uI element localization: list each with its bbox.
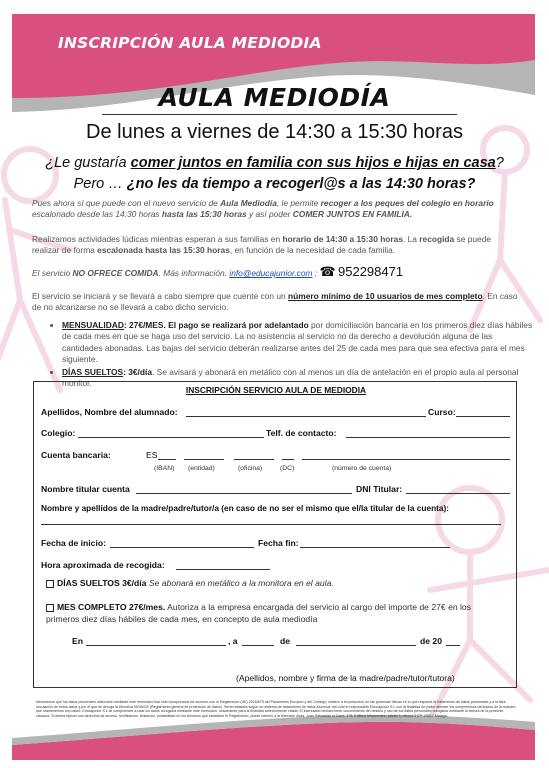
phone-number: 952298471 [338, 264, 404, 279]
contact-paragraph: El servicio NO OFRECE COMIDA. Más información. info@educajunior.com ; ☎ 952298471 [32, 264, 404, 279]
banner-title: INSCRIPCIÓN AULA MEDIODIA [58, 34, 322, 52]
year-prefix-label: de 20 [420, 636, 442, 646]
end-date-field[interactable] [300, 547, 450, 548]
registration-form [33, 381, 517, 688]
guardian-field[interactable] [41, 524, 501, 525]
month-prefix-label: de [280, 636, 291, 646]
year-field[interactable] [446, 645, 460, 646]
start-date-field[interactable] [110, 547, 254, 548]
month-field[interactable] [296, 645, 416, 646]
monthly-checkbox[interactable] [46, 604, 54, 612]
dc-field[interactable] [282, 459, 294, 460]
form-title: INSCRIPCIÓN SERVICIO AULA DE MEDIODIA [185, 385, 367, 395]
account-number-caption: (número de cuenta) [332, 465, 392, 472]
legal-notice: Informamos que los datos personales obtenidos mediante este formulario han sido incorporados de acuerdo con el Reglamento (UE) 2016/679 del Parlamento Europeo y del Consejo, relativo a la protección de las personas físicas en lo que respecta al tratamiento de datos personales y a la libre circulación de estos datos y por el que se deroga la Directiva 95/46/CE (Reglamento general de protección de datos). Serán tratados según un sistema de tratamiento de datos Alumnos, del cual el responsable Educajunior S.L con la finalidad de poder atender los compromisos derivados de la relación que mantenemos con usted. Educajunior S.L se compromete a usar los datos recogidos mediante este formulario, únicamente para la finalidad anteriormente citada. El interesado declara tener conocimiento del destino y uso de los datos personales recogidos mediante la lectura de la presente cláusula. Si desea ejercer sus derechos de acceso, rectificación, limitación, portabilidad en los términos que establece el Reglamento, puede hacerlo a la dirección Avda. Juan Sebastián el Cano, 178. Edificio Miramontes, planta 3, oficina 3 CP: 29017 Málaga. [36, 700, 516, 718]
title-underline [102, 114, 457, 115]
course-label: Curso: [428, 407, 456, 417]
dc-caption: (DC) [280, 465, 295, 472]
daily-checkbox[interactable] [46, 580, 54, 588]
activities-paragraph: Realizamos actividades lúdicas mientras esperan a sus familias en horario de 14:30 a 15:30 horas. La recogida se puede realizar de forma escalonada hasta las 15:30 horas, en función de la necesidad de cada familia. [32, 234, 492, 256]
iban-field[interactable] [158, 459, 176, 460]
bank-account-label: Cuenta bancaria: [41, 450, 111, 460]
student-name-label: Apellidos, Nombre del alumnado: [41, 407, 178, 417]
signature-caption: (Apellidos, nombre y firma de la madre/padre/tutor/tutora) [236, 673, 455, 683]
account-number-field[interactable] [302, 459, 510, 460]
holder-dni-label: DNI Titular: [356, 484, 403, 494]
oficina-caption: (oficina) [238, 465, 263, 472]
student-name-field[interactable] [186, 416, 426, 417]
iban-caption: (IBAN) [154, 465, 175, 472]
account-holder-label: Nombre titular cuenta [41, 484, 130, 494]
phone-icon: ☎ [319, 264, 336, 279]
phone-label: Telf. de contacto: [266, 428, 337, 438]
start-date-label: Fecha de inicio: [41, 538, 106, 548]
course-field[interactable] [456, 416, 510, 417]
place-label: En [72, 636, 83, 646]
phone-field[interactable] [346, 437, 510, 438]
school-field[interactable] [78, 437, 264, 438]
pickup-time-label: Hora aproximada de recogida: [41, 560, 165, 570]
minimum-users-paragraph: El servicio se iniciará y se llevará a cabo siempre que cuente con un número mínimo de 10 usuarios de mes completo. En caso de no alcanzarse no se llevará a cabo dicho servicio. [32, 291, 518, 313]
es-prefix: ES [146, 450, 158, 460]
account-holder-field[interactable] [136, 493, 352, 494]
place-field[interactable] [86, 645, 226, 646]
day-label: , a [228, 636, 238, 646]
daily-option[interactable]: DÍAS SUELTOS 3€/día Se abonará en metálico a la monitora en el aula. [46, 578, 334, 588]
guardian-label: Nombre y apellidos de la madre/padre/tutor/a (en caso de no ser el mismo que el/la titular de la cuenta): [41, 503, 450, 513]
school-label: Colegio: [41, 428, 76, 438]
monthly-option[interactable]: MES COMPLETO 27€/mes. Autoriza a la empresa encargada del servicio al cargo del importe de 27€ en los primeros diez días hábiles de cada mes, en concepto de aula mediodía [46, 602, 471, 624]
intro-paragraph: Pues ahora sí que puede con el nuevo servicio de Aula Mediodía, le permite recoger a los peques del colegio en horario escalonado desde las 14:30 horas hasta las 15:30 horas y así poder COMER JUNTOS EN FAMILIA. [32, 198, 494, 220]
pickup-time-field[interactable] [176, 569, 270, 570]
schedule-subtitle: De lunes a viernes de 14:30 a 15:30 horas [86, 121, 463, 143]
holder-dni-field[interactable] [406, 493, 510, 494]
email-link[interactable]: info@educajunior.com [229, 268, 313, 278]
oficina-field[interactable] [234, 459, 274, 460]
question-2: Pero … ¿no les da tiempo a recogerl@s a las 14:30 horas? [73, 176, 476, 192]
footer-pink-swoosh [12, 722, 535, 760]
list-item-daily: • DÍAS SUELTOS: 3€/día. Se avisará y abonará en metálico con al menos un día de antelación en el propio aula al personal monitor. [62, 367, 534, 390]
entidad-field[interactable] [184, 459, 224, 460]
list-item-monthly: • MENSUALIDAD: 27€/MES. El pago se realizará por adelantado por domiciliación bancaria en los primeros diez días hábiles de cada mes en que se haga uso del servicio. La no asistencia al servicio no da derecho a devolución alguna de las cantidades abonadas. Las bajas del servicio deberán realizarse antes del 25 de cada mes para que sea efectiva para el mes siguiente. [62, 320, 534, 365]
question-1: ¿Le gustaría comer juntos en familia con sus hijos e hijas en casa? [45, 155, 504, 171]
entidad-caption: (entidad) [188, 465, 215, 472]
end-date-label: Fecha fin: [258, 538, 299, 548]
page-title: AULA MEDIODÍA [158, 83, 391, 112]
day-field[interactable] [242, 645, 274, 646]
